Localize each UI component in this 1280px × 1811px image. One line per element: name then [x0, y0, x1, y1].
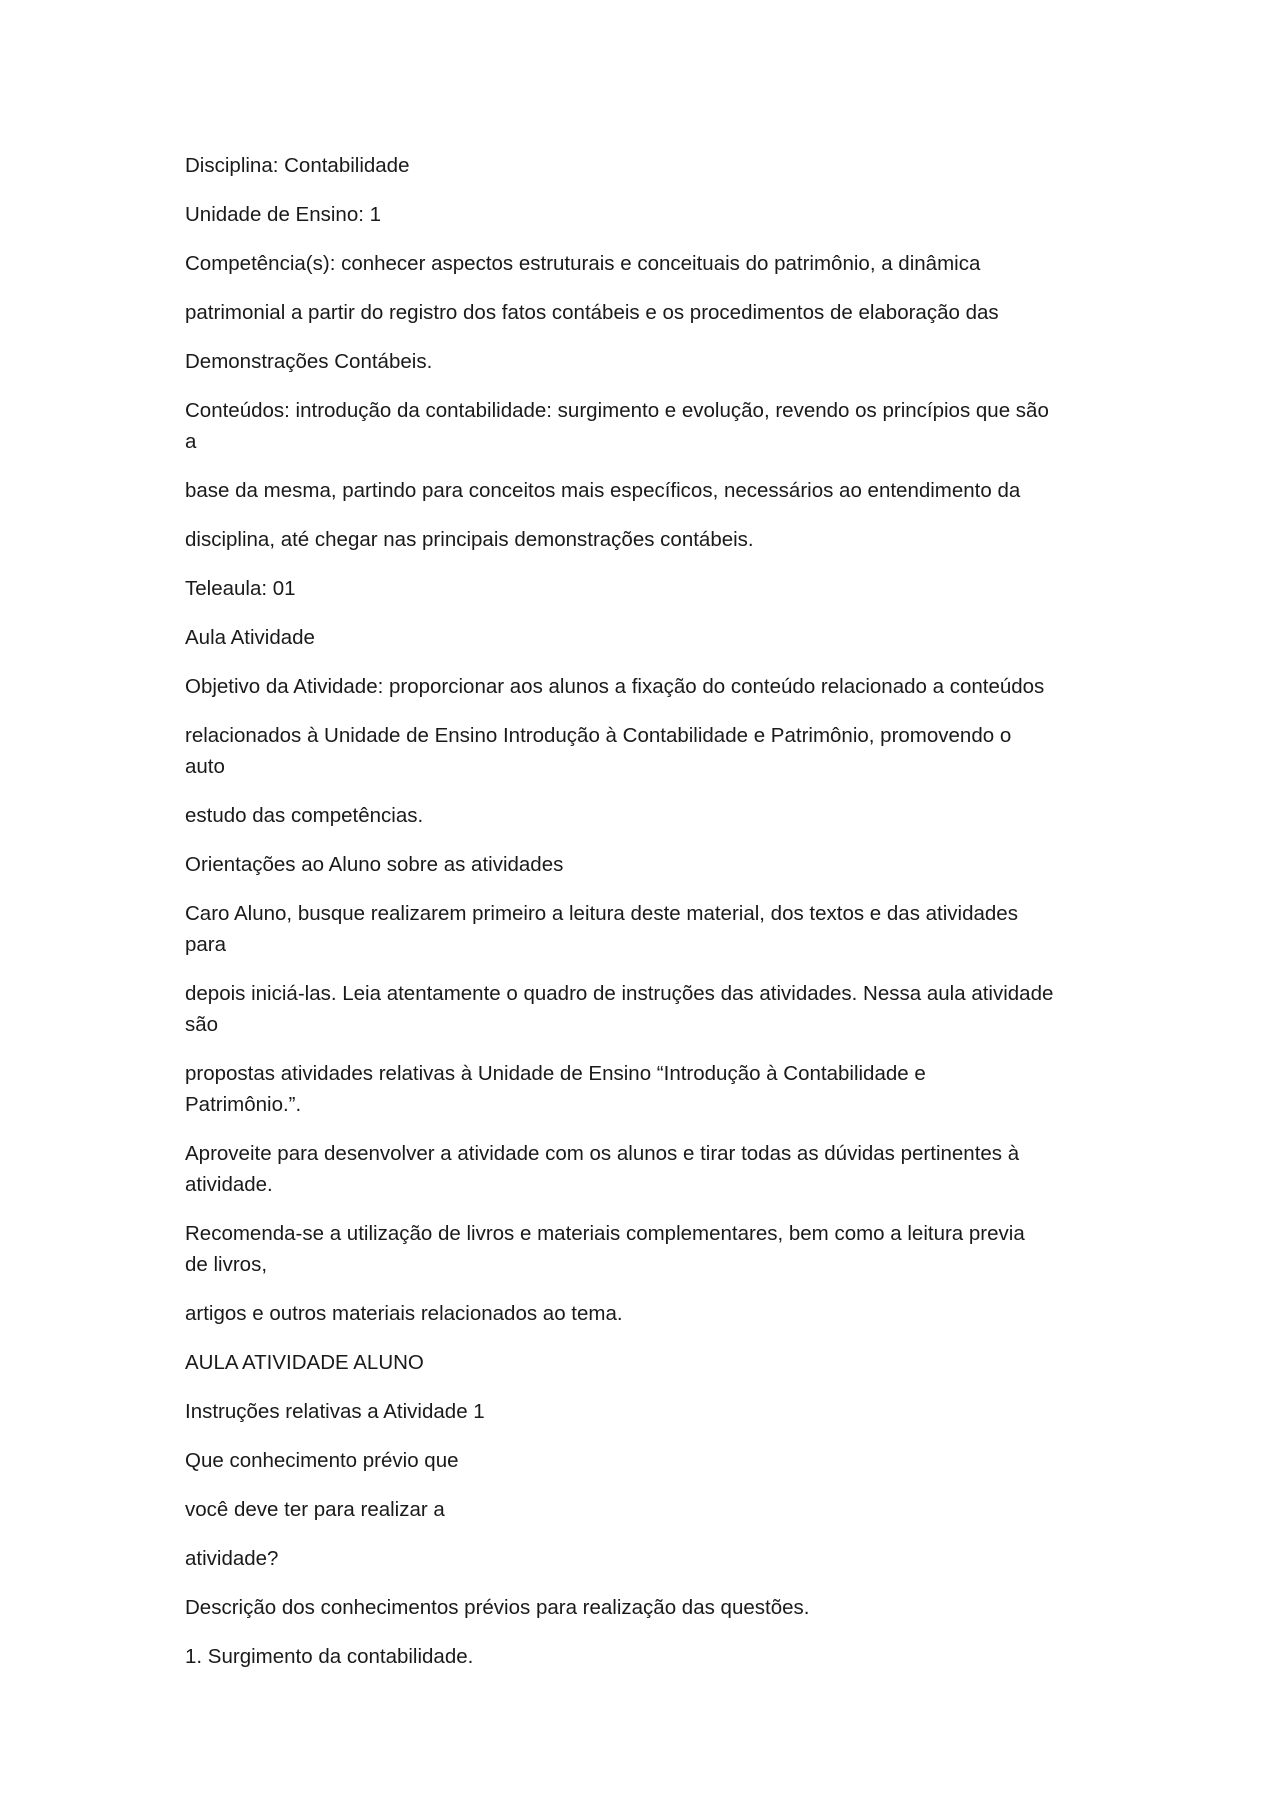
student-activity-heading: AULA ATIVIDADE ALUNO — [185, 1351, 424, 1374]
recommendation-line-1: Recomenda-se a utilização de livros e materiais complementares, bem como a leitura previa de livros, — [185, 1222, 1025, 1276]
guidance-line-3: propostas atividades relativas à Unidade de Ensino “Introdução à Contabilidade e Patrimônio.”. — [185, 1062, 926, 1116]
prior-knowledge-question-line-1: Que conhecimento prévio que — [185, 1449, 459, 1472]
guidance-line-4: Aproveite para desenvolver a atividade com os alunos e tirar todas as dúvidas pertinentes à atividade. — [185, 1142, 1020, 1196]
student-guidance-heading: Orientações ao Aluno sobre as atividades — [185, 853, 564, 876]
teleclass-line: Teleaula: 01 — [185, 577, 296, 600]
competencies-line-1: Competência(s): conhecer aspectos estruturais e conceituais do patrimônio, a dinâmica — [185, 252, 981, 275]
prior-knowledge-description: Descrição dos conhecimentos prévios para realização das questões. — [185, 1596, 810, 1619]
activity-1-instructions-heading: Instruções relativas a Atividade 1 — [185, 1400, 485, 1423]
contents-line-2: base da mesma, partindo para conceitos mais específicos, necessários ao entendimento da — [185, 479, 1021, 502]
competencies-line-3: Demonstrações Contábeis. — [185, 350, 433, 373]
list-item-1: 1. Surgimento da contabilidade. — [185, 1645, 474, 1668]
contents-line-3: disciplina, até chegar nas principais demonstrações contábeis. — [185, 528, 754, 551]
objective-line-3: estudo das competências. — [185, 804, 424, 827]
prior-knowledge-question-line-2: você deve ter para realizar a — [185, 1498, 445, 1521]
teaching-unit-line: Unidade de Ensino: 1 — [185, 203, 382, 226]
document-page — [185, 150, 1110, 1690]
guidance-line-2: depois iniciá-las. Leia atentamente o quadro de instruções das atividades. Nessa aula atividade são — [185, 982, 1054, 1036]
competencies-line-2: patrimonial a partir do registro dos fatos contábeis e os procedimentos de elaboração das — [185, 301, 999, 324]
guidance-line-1: Caro Aluno, busque realizarem primeiro a leitura deste material, dos textos e das atividades para — [185, 902, 1018, 956]
objective-line-2: relacionados à Unidade de Ensino Introdução à Contabilidade e Patrimônio, promovendo o auto — [185, 724, 1012, 778]
prior-knowledge-question-line-3: atividade? — [185, 1547, 279, 1570]
contents-line-1: Conteúdos: introdução da contabilidade: surgimento e evolução, revendo os princípios que são a — [185, 399, 1049, 453]
activity-class-heading: Aula Atividade — [185, 626, 315, 649]
objective-line-1: Objetivo da Atividade: proporcionar aos alunos a fixação do conteúdo relacionado a conteúdos — [185, 675, 1045, 698]
recommendation-line-2: artigos e outros materiais relacionados ao tema. — [185, 1302, 623, 1325]
discipline-line: Disciplina: Contabilidade — [185, 154, 410, 177]
